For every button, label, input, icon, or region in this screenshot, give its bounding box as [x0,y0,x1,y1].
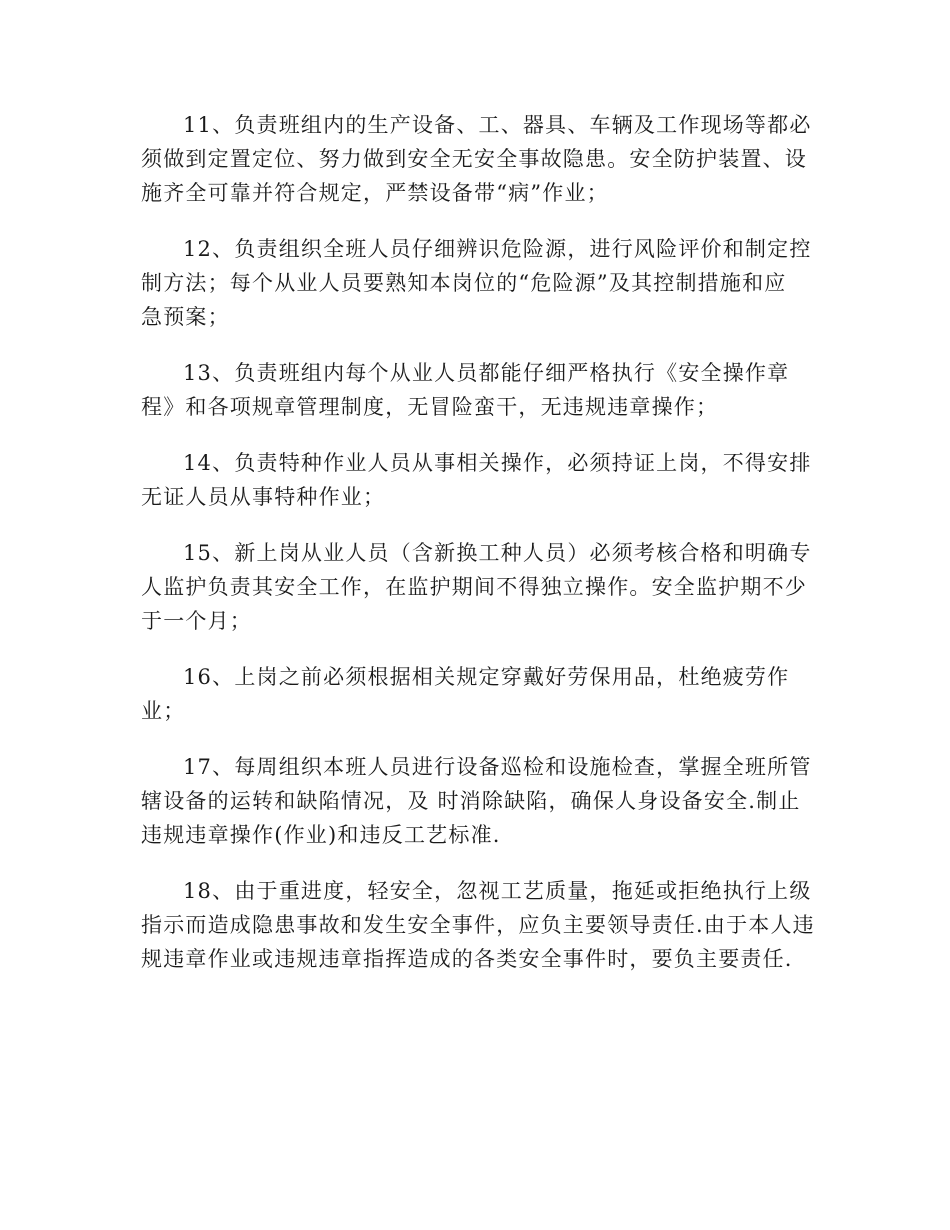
paragraph-line: 违规违章操作(作业)和违反工艺标准. [141,823,501,847]
paragraph-line: 人监护负责其安全工作，在监护期间不得独立操作。安全监护期不少 [141,575,807,599]
paragraph-line: 急预案； [141,305,230,329]
paragraph-line: 程》和各项规章管理制度，无冒险蛮干，无违规违章操作； [141,395,719,419]
paragraph-line: 11、负责班组内的生产设备、工、器具、车辆及工作现场等都必 [183,113,812,137]
document-page [141,108,815,998]
paragraph-line: 无证人员从事特种作业； [141,485,386,509]
paragraph-line: 辖设备的运转和缺陷情况，及 时消除缺陷，确保人身设备安全.制止 [141,789,801,813]
paragraph-line: 须做到定置定位、努力做到安全无安全事故隐患。安全防护装置、设 [141,147,807,171]
paragraph-line: 17、每周组织本班人员进行设备巡检和设施检查，掌握全班所管 [183,755,812,779]
paragraph-line: 施齐全可靠并符合规定，严禁设备带“病”作业； [141,181,609,205]
paragraph-18 [141,874,815,976]
paragraph-17 [141,750,812,852]
paragraph-line: 业； [141,699,186,723]
paragraph-line: 13、负责班组内每个从业人员都能仔细严格执行《安全操作章 [183,361,790,385]
paragraph-16 [141,660,803,728]
paragraph-13 [141,356,803,424]
paragraph-line: 规违章作业或违规违章指挥造成的各类安全事件时，要负主要责任. [141,947,793,971]
paragraph-line: 制方法；每个从业人员要熟知本岗位的“危险源”及其控制措施和应 [141,271,787,295]
paragraph-line: 16、上岗之前必须根据相关规定穿戴好劳保用品，杜绝疲劳作 [183,665,790,689]
paragraph-11 [141,108,812,210]
paragraph-line: 于一个月； [141,609,252,633]
paragraph-line: 15、新上岗从业人员（含新换工种人员）必须考核合格和明确专 [183,541,812,565]
paragraph-15 [141,536,812,638]
paragraph-line: 14、负责特种作业人员从事相关操作，必须持证上岗，不得安排 [183,451,812,475]
paragraph-14 [141,446,812,514]
paragraph-line: 12、负责组织全班人员仔细辨识危险源，进行风险评价和制定控 [183,237,812,261]
paragraph-line: 18、由于重进度，轻安全，忽视工艺质量，拖延或拒绝执行上级 [183,879,812,903]
paragraph-12 [141,232,812,334]
paragraph-line: 指示而造成隐患事故和发生安全事件，应负主要领导责任.由于本人违 [141,913,815,937]
